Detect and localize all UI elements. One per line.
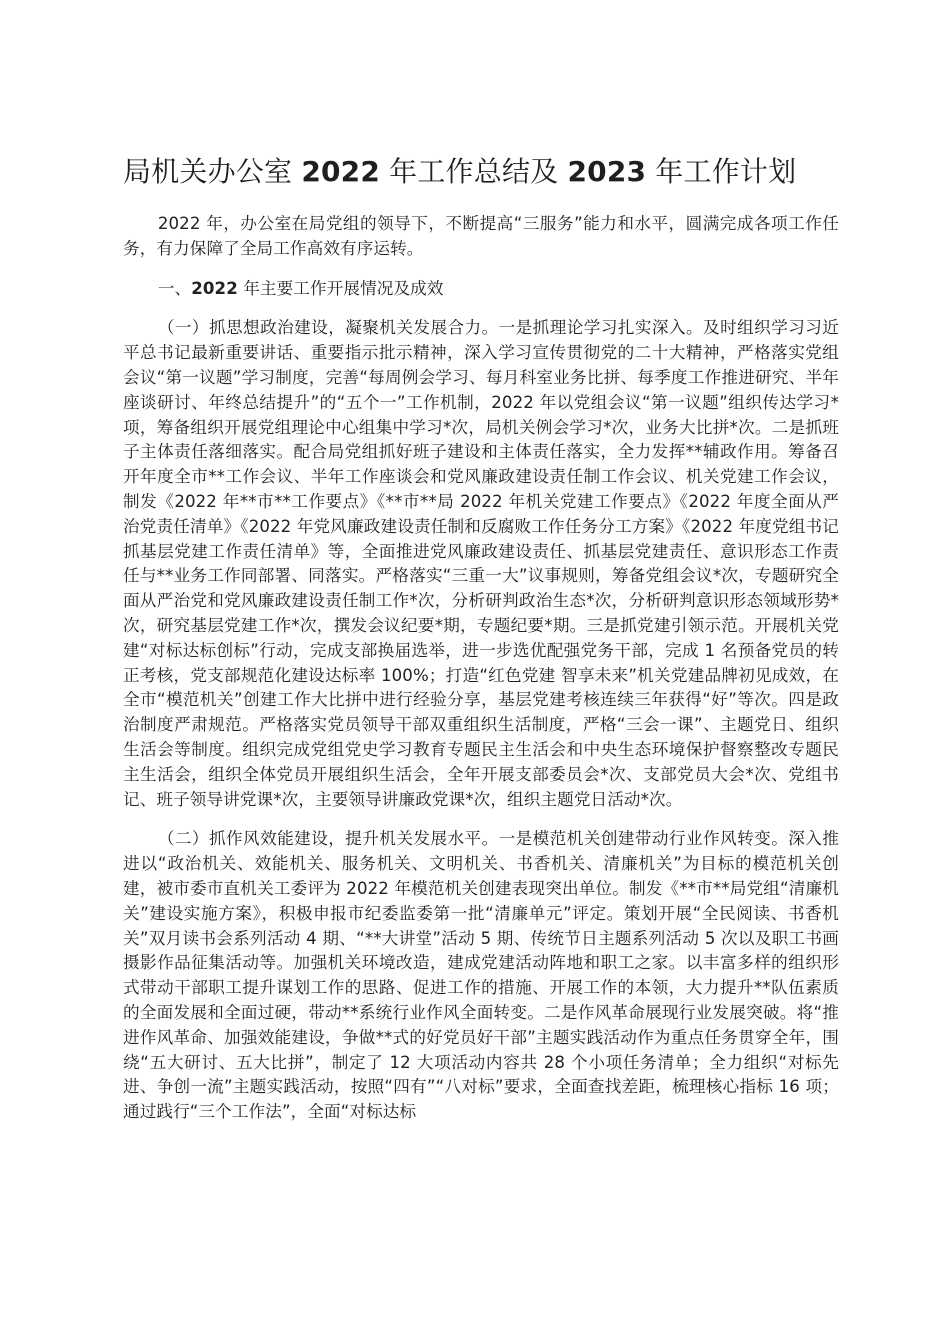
intro-paragraph: 2022 年，办公室在局党组的领导下，不断提高“三服务”能力和水平，圆满完成各项工作任务，有力保障了全局工作高效有序运转。 xyxy=(123,214,839,258)
section-heading-1 xyxy=(123,277,839,302)
title-year-2022: 2022 xyxy=(301,155,381,188)
document-page xyxy=(123,150,839,1140)
title-text-2: 年工作总结及 xyxy=(380,155,568,188)
section-heading-text: 年主要工作开展情况及成效 xyxy=(237,278,444,298)
paragraph-work-style-building: （二）抓作风效能建设，提升机关发展水平。一是模范机关创建带动行业作风转变。深入推进以“政治机关、效能机关、服务机关、文明机关、书香机关、清廉机关”为目标的模范机关创建，被市委市直机关工委评为 2022 年模范机关创建表现突出单位。制发《**市**局党组“清廉机关”建设实施方案》，积极申报市纪委监委第一批“清廉单元”评定。策划开展“全民阅读、书香机关”双月读书会系列活动 4 期、“**大讲堂”活动 5 期、传统节日主题系列活动 5 次以及职工书画摄影作品征集活动等。加强机关环境改造，建成党建活动阵地和职工之家。以丰富多样的组织形式带动干部职工提升谋划工作的思路、促进工作的措施、开展工作的本领，大力提升**队伍素质的全面发展和全面过硬，带动**系统行业作风全面转变。二是作风革命展现行业发展突破。将“推进作风革命、加强效能建设，争做**式的好党员好干部”主题实践活动作为重点任务贯穿全年，围绕“五大研讨、五大比拼”，制定了 12 大项活动内容共 28 个小项任务清单；全力组织“对标先进、争创一流”主题实践活动，按照“四有”“八对标”要求，全面查找差距，梳理核心指标 16 项；通过践行“三个工作法”，全面“对标达标 xyxy=(123,829,839,1122)
section-heading-year: 2022 xyxy=(191,278,238,298)
paragraph-ideological-building: （一）抓思想政治建设，凝聚机关发展合力。一是抓理论学习扎实深入。及时组织学习习近平总书记最新重要讲话、重要指示批示精神，深入学习宣传贯彻党的二十大精神，严格落实党组会议“第一议题”学习制度，完善“每周例会学习、每月科室业务比拼、每季度工作推进研究、半年座谈研讨、年终总结提升”的“五个一”工作机制，2022 年以党组会议“第一议题”组织传达学习*项，筹备组织开展党组理论中心组集中学习*次，局机关例会学习*次，业务大比拼*次。二是抓班子主体责任落细落实。配合局党组抓好班子建设和主体责任落实，全力发挥**辅政作用。筹备召开年度全市**工作会议、半年工作座谈会和党风廉政建设责任制工作会议、机关党建工作会议，制发《2022 年**市**工作要点》《**市**局 2022 年机关党建工作要点》《2022 年度全面从严治党责任清单》《2022 年党风廉政建设责任制和反腐败工作任务分工方案》《2022 年度党组书记抓基层党建工作责任清单》等，全面推进党风廉政建设责任、抓基层党建责任、意识形态工作责任与**业务工作同部署、同落实。严格落实“三重一大”议事规则，筹备党组会议*次，专题研究全面从严治党和党风廉政建设责任制工作*次，分析研判政治生态*次，分析研判意识形态领域形势*次，研究基层党建工作*次，撰发会议纪要*期，专题纪要*期。三是抓党建引领示范。开展机关党建“对标达标创标”行动，完成支部换届选举，进一步选优配强党务干部，完成 1 名预备党员的转正考核，党支部规范化建设达标率 100%；打造“红色党建 智享未来”机关党建品牌初见成效，在全市“模范机关”创建工作大比拼中进行经验分享，基层党建考核连续三年获得“好”等次。四是政治制度严肃规范。严格落实党员领导干部双重组织生活制度，严格“三会一课”、主题党日、组织生活会等制度。组织完成党组党史学习教育专题民主生活会和中央生态环境保护督察整改专题民主生活会，组织全体党员开展组织生活会，全年开展支部委员会*次、支部党员大会*次、党组书记、班子领导讲党课*次，主要领导讲廉政党课*次，组织主题党日活动*次。 xyxy=(123,318,839,809)
section-heading-prefix: 一、 xyxy=(157,278,192,298)
title-text-1: 局机关办公室 xyxy=(123,155,302,188)
page-title xyxy=(123,150,839,194)
title-year-2023: 2023 xyxy=(567,155,647,188)
title-text-3: 年工作计划 xyxy=(646,155,797,188)
